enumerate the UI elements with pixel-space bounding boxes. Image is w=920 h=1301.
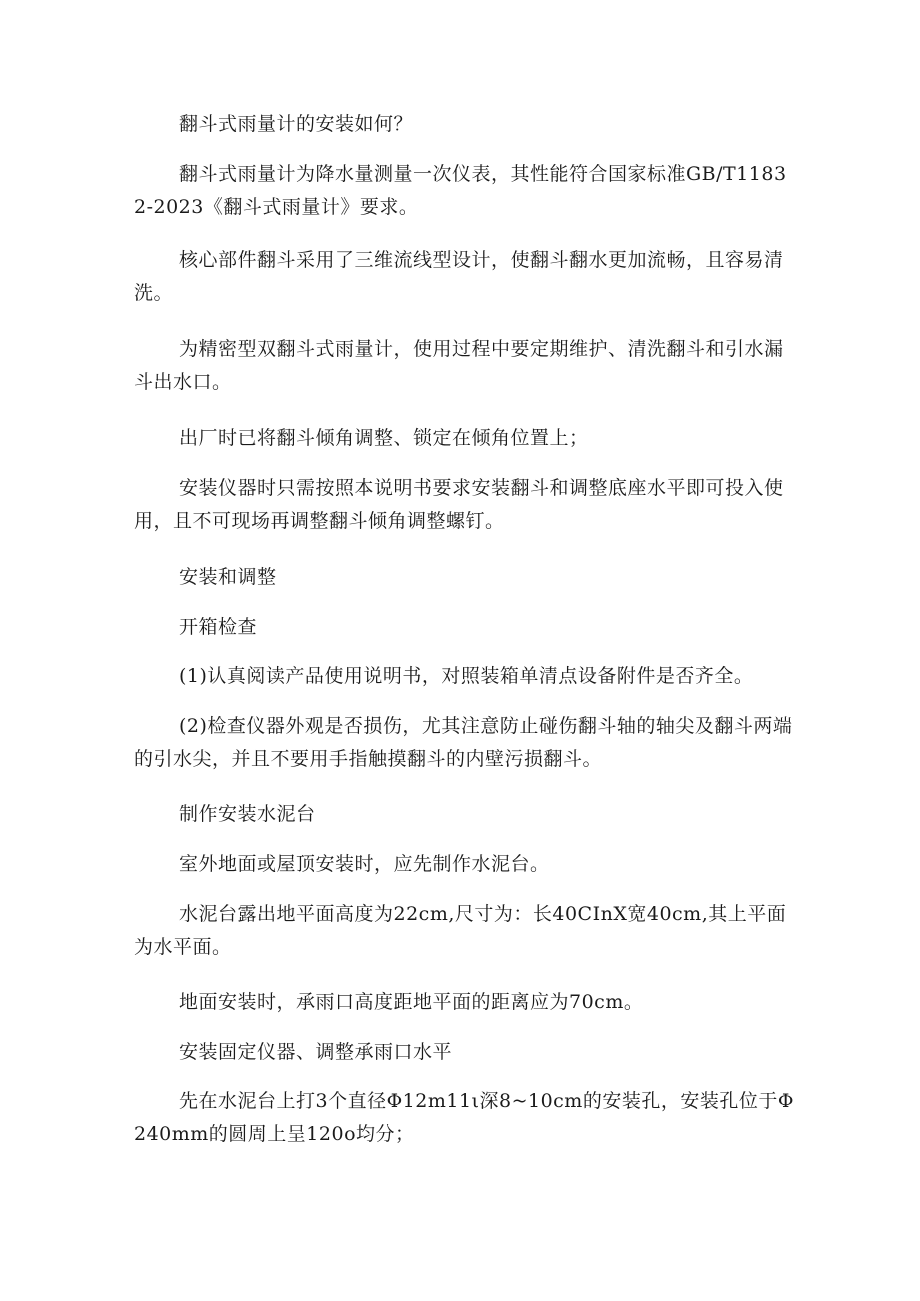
paragraph-core-component: 核心部件翻斗采用了三维流线型设计，使翻斗翻水更加流畅，且容易清洗。 xyxy=(134,249,784,304)
paragraph-ground-height: 地面安装时，承雨口高度距地平面的距离应为70cm。 xyxy=(179,991,644,1013)
paragraph-drill-holes: 先在水泥台上打3个直径Φ12m11ι深8~10cm的安装孔，安装孔位于Φ240mm的圆周上呈120o均分； xyxy=(134,1090,794,1145)
paragraph-cement-size: 水泥台露出地平面高度为22cm,尺寸为：长40CInX宽40cm,其上平面为水平面。 xyxy=(134,903,787,958)
heading-unboxing: 开箱检查 xyxy=(179,616,258,638)
paragraph-installation-note: 安装仪器时只需按照本说明书要求安装翻斗和调整底座水平即可投入使用，且不可现场再调整翻斗倾角调整螺钉。 xyxy=(134,477,784,532)
paragraph-standard: 翻斗式雨量计为降水量测量一次仪表，其性能符合国家标准GB/T11832-2023《翻斗式雨量计》要求。 xyxy=(134,163,787,218)
paragraph-factory-setting: 出厂时已将翻斗倾角调整、锁定在倾角位置上； xyxy=(179,427,589,449)
paragraph-outdoor-install: 室外地面或屋顶安装时，应先制作水泥台。 xyxy=(179,853,550,875)
paragraph-maintenance: 为精密型双翻斗式雨量计，使用过程中要定期维护、清洗翻斗和引水漏斗出水口。 xyxy=(134,338,784,393)
heading-install-adjust: 安装和调整 xyxy=(179,566,277,588)
heading-fix-level: 安装固定仪器、调整承雨口水平 xyxy=(179,1041,453,1063)
paragraph-step-2: (2)检查仪器外观是否损伤，尤其注意防止碰伤翻斗轴的轴尖及翻斗两端的引水尖，并且不要用手指触摸翻斗的内壁污损翻斗。 xyxy=(134,715,793,770)
paragraph-question-title: 翻斗式雨量计的安装如何？ xyxy=(179,113,414,135)
heading-cement-base: 制作安装水泥台 xyxy=(179,803,316,825)
paragraph-step-1: (1)认真阅读产品使用说明书，对照装箱单清点设备附件是否齐全。 xyxy=(179,665,754,687)
